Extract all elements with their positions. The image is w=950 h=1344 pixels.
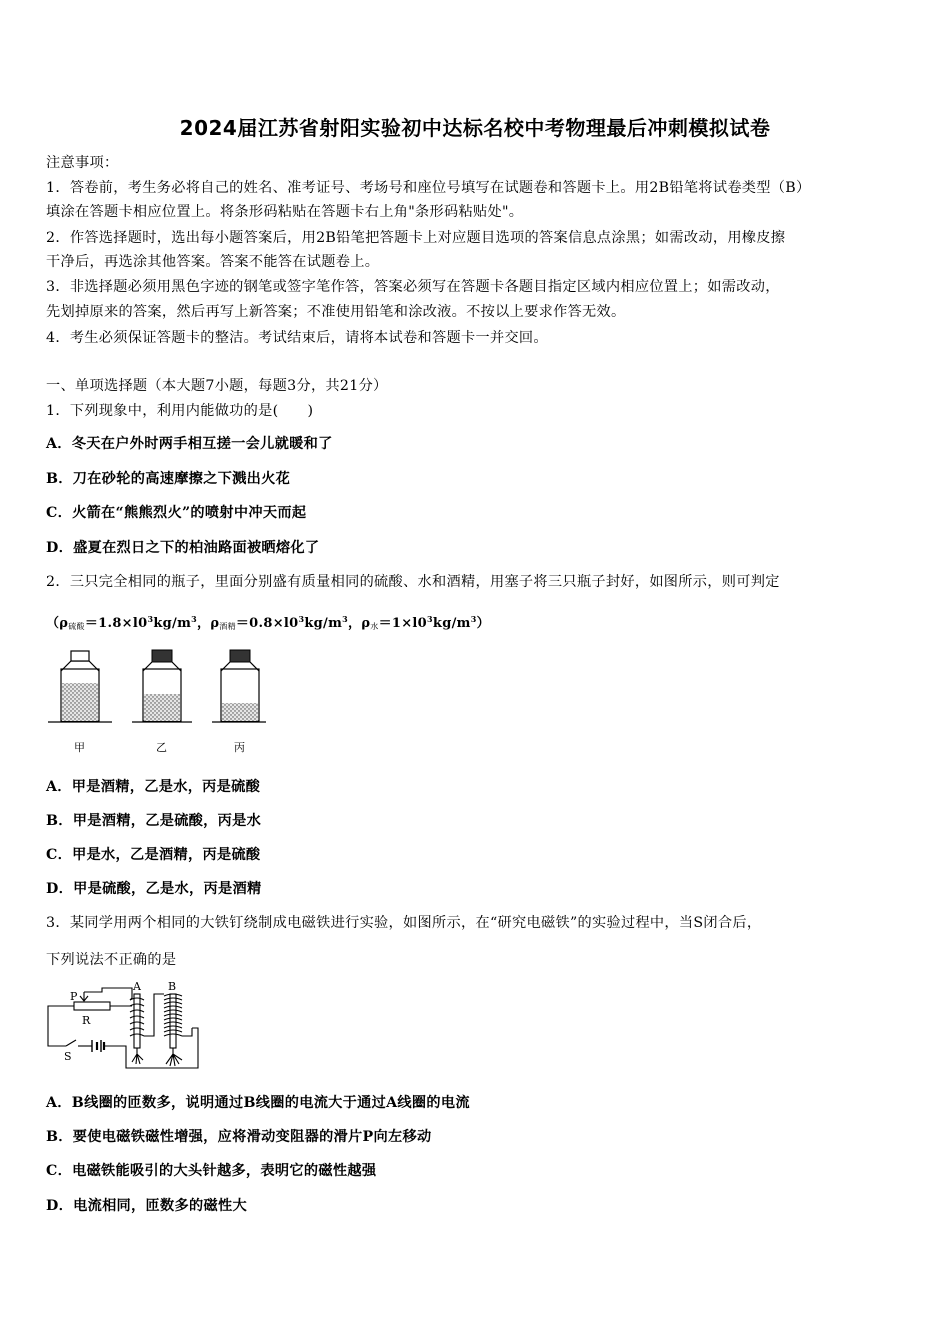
notice-line: 填涂在答题卡相应位置上。将条形码粘贴在答题卡右上角"条形码粘贴处"。 <box>46 204 524 220</box>
label-r: R <box>82 1014 91 1027</box>
q2-option-b: B．甲是酒精，乙是硫酸，丙是水 <box>46 813 262 829</box>
notice-heading: 注意事项： <box>46 155 119 171</box>
question-1-stem: 1．下列现象中，利用内能做功的是( ) <box>46 403 314 419</box>
density-formula: （$\rho_{硫酸}=1.8\times l0^3kg/m^3$，$\rho_{酒精}=0.8\times l0^3kg/m^3$，$\rho_水=1\times l0^3kg/m^3$） <box>46 614 490 631</box>
q2-option-a: A．甲是酒精，乙是水，丙是硫酸 <box>46 779 261 795</box>
label-p: P <box>70 990 78 1003</box>
label-b: B <box>168 980 177 993</box>
q3-option-b: B．要使电磁铁磁性增强，应将滑动变阻器的滑片P向左移动 <box>46 1129 432 1145</box>
notice-line: 4．考生必须保证答题卡的整洁。考试结束后，请将本试卷和答题卡一并交回。 <box>46 330 548 346</box>
liquid-level-bing <box>222 703 258 721</box>
bottle-jia <box>48 651 112 722</box>
bottle-bing <box>212 650 266 722</box>
bottle-label-jia: 甲 <box>74 741 85 754</box>
bottle-label-yi: 乙 <box>156 741 167 754</box>
q3-option-a: A．B线圈的匝数多，说明通过B线圈的电流大于通过A线圈的电流 <box>46 1095 470 1111</box>
question-2-stem: 2．三只完全相同的瓶子，里面分别盛有质量相同的硫酸、水和酒精，用塞子将三只瓶子封好，如图所示，则可判定 <box>46 574 780 590</box>
label-s: S <box>64 1050 72 1063</box>
bottle-label-bing: 丙 <box>234 741 245 754</box>
notice-line: 干净后，再选涂其他答案。答案不能答在试题卷上。 <box>46 254 380 270</box>
bottle-yi <box>132 650 192 722</box>
q1-option-c: C．火箭在“熊熊烈火”的喷射中冲天而起 <box>46 505 307 521</box>
liquid-level-yi <box>144 694 180 721</box>
q2-option-c: C．甲是水，乙是酒精，丙是硫酸 <box>46 847 261 863</box>
label-a: A <box>133 980 141 993</box>
notice-line: 先划掉原来的答案，然后再写上新答案；不准使用铅笔和涂改液。不按以上要求作答无效。 <box>46 304 626 320</box>
electromagnet-circuit <box>44 980 214 1080</box>
liquid-level-jia <box>62 683 98 721</box>
question-3-stem-cont: 下列说法不正确的是 <box>46 952 177 968</box>
q1-option-a: A．冬天在户外时两手相互搓一会儿就暖和了 <box>46 436 333 452</box>
exam-title: 2024届江苏省射阳实验初中达标名校中考物理最后冲刺模拟试卷 <box>179 116 771 140</box>
notice-line: 3．非选择题必须用黑色字迹的钢笔或签字笔作答，答案必须写在答题卡各题目指定区域内相应位置上；如需改动， <box>46 279 780 295</box>
q2-option-d: D．甲是硫酸，乙是水，丙是酒精 <box>46 881 262 897</box>
notice-line: 2．作答选择题时，选出每小题答案后，用2B铅笔把答题卡上对应题目选项的答案信息点涂黑；如需改动，用橡皮擦 <box>46 230 786 246</box>
q1-option-d: D．盛夏在烈日之下的柏油路面被晒熔化了 <box>46 540 320 556</box>
bottles-figure <box>44 644 274 759</box>
q3-option-c: C．电磁铁能吸引的大头针越多，表明它的磁性越强 <box>46 1163 377 1179</box>
question-3-stem: 3．某同学用两个相同的大铁钉绕制成电磁铁进行实验，如图所示，在“研究电磁铁”的实验过程中，当S闭合后， <box>46 915 762 931</box>
q3-option-d: D．电流相同，匝数多的磁性大 <box>46 1198 247 1214</box>
section-heading: 一、单项选择题（本大题7小题，每题3分，共21分） <box>46 378 388 394</box>
q1-option-b: B．刀在砂轮的高速摩擦之下溅出火花 <box>46 471 291 487</box>
notice-line: 1．答卷前，考生务必将自己的姓名、准考证号、考场号和座位号填写在试题卷和答题卡上。用2B铅笔将试卷类型（B） <box>46 180 811 196</box>
